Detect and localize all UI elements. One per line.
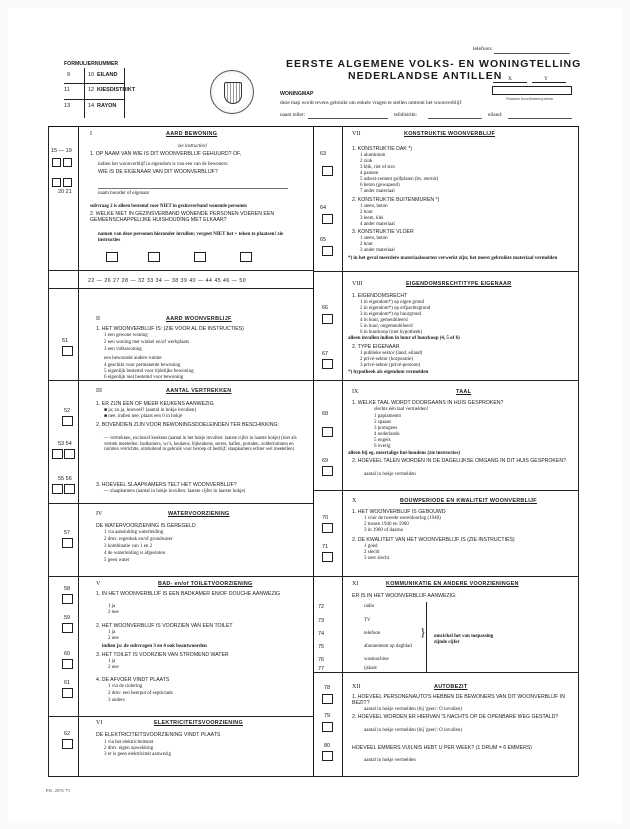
instruction-note: zie instructies! [178,144,208,149]
option: 1 steen, beton [360,236,388,241]
district-label: telldistrikt: [394,112,418,118]
answer-box[interactable] [62,739,73,749]
section-number: III [96,388,102,394]
item-label: radio [364,604,375,609]
question-note: aantal in hokje vermelden [364,758,416,763]
option: 1 goed [364,544,378,549]
row-rule [48,716,313,717]
subquestion-note: alleen bij eg. meertalige hui-houdens (zie instructies) [348,451,461,456]
option: ■ ja; zo ja, hoeveel? (aantal in hokje invullen) [104,408,197,413]
option: 1 vóór de tweede wereldoorlog (1940) [364,516,441,521]
option: 2 nee [108,610,119,615]
field-code: 78 [324,685,331,691]
option: 3 kombinatie van 1 en 2 [104,544,153,549]
plus-box[interactable] [240,252,252,262]
section-title: WATERVOORZIENING [168,511,230,517]
form-subtitle: NEDERLANDSE ANTILLEN [348,70,503,82]
answer-box[interactable] [63,178,72,187]
option: 1 ja [108,659,116,664]
option: 3 portugees [374,426,398,431]
option: 1 ja [108,630,116,635]
question: ER IS IN HET WOONVERBLIJF AANWEZIG: [352,593,457,599]
field-code: 76 [318,657,325,663]
option: 1 steen, beton [360,204,388,209]
answer-box[interactable] [322,694,333,704]
option: 5 geen water [104,558,130,563]
item-label: TV [364,618,371,623]
election-district-label: KIESDISTRIKT [97,87,136,93]
answer-box[interactable] [322,314,333,324]
option: 1 publieke sektor (land, eiland) [360,351,423,356]
field-code: 60 [64,651,71,657]
header-code: 14 [88,103,95,109]
question-note: indien het woonverblijf in eigendom is van een van de bewoners: [98,162,229,167]
name-line [98,188,288,189]
plus-box[interactable] [106,252,118,262]
circle-instruction: omcirkel het van toepassing zijnde cijfer [434,634,494,645]
header-divider [64,99,124,100]
question: 1. WELKE TAAL WORDT DOORGAANS IN HUIS GESPROKEN? [352,400,504,406]
plus-box[interactable] [148,252,160,262]
island-label: EILAND [97,72,118,78]
answer-box[interactable] [62,538,73,548]
question: 1. EIGENDOMSRECHT [352,293,408,299]
question: 2. BOVENDIEN ZIJN VOOR BEWONINGSDOELEINDEN TER BESCHIKKING: [96,422,279,428]
question: 2. DE KWALITEIT VAN HET WOONVERBLIJF IS (ZIE INSTRUCTIES) [352,537,515,543]
coord-arrow [532,82,566,83]
question: DE ELEKTRICITEITSVOORZIENING VINDT PLAATS [96,732,221,738]
section-title: AARD WOONVERBLIJF [166,316,232,322]
field-code: 69 [322,458,329,464]
field-code: 66 [322,305,329,311]
section-title: TAAL [456,389,472,395]
option: 7 ander materiaal [360,189,395,194]
option: een bewoonde andere ruimte [104,356,162,361]
footer-code: P.K. 2076 '71 [46,788,71,793]
field-code: 74 [318,631,325,637]
subquestion-note: alleen invullen indien in huur of huurkoop (4, 5 of 6) [348,336,460,341]
option: 1 papiamento [374,414,402,419]
question: 1. OP NAAM VAN WIE IS DIT WOONVERBLIJF GEHUURD? OF, [90,151,242,157]
question: 1. IN HET WOONVERBLIJF IS EEN BADKAMER EN/OF DOUCHE AANWEZIG [96,591,281,597]
question-note: aantal in hokje vermelden [364,472,416,477]
section-title: KOMMUNIKATIE EN ANDERE VOORZIENINGEN [386,581,519,587]
question: 2. HOEVEEL WORDEN ER HIERVAN 'S NACHTS OP DE OPENBARE WEG GESTALD? [352,714,559,720]
teller-label: naam teller: [280,112,306,118]
answer-box[interactable] [52,158,61,167]
option: 3 blik, riet of stro [360,165,395,170]
section-title: BAD- en/of TOILETVOORZIENING [158,581,253,587]
option: 2 hout [360,210,373,215]
question: WIE IS DE EIGENAAR VAN DIT WOONVERBLIJF? [98,169,218,175]
section-title: BOUWPERIODE EN KWALITEIT WOONVERBLIJF [400,498,537,504]
field-code: 15 — 19 [51,148,72,154]
shield-icon [224,82,242,104]
field-code: 62 [64,731,71,737]
answer-box[interactable] [322,359,333,369]
question: 2. WELKE NIET IN GEZINSVERBAND WONENDE PERSONEN VOEREN EEN GEMEENSCHAPPELIJKE HUISHOUDING MET ELKAAR? [90,211,275,224]
district-line [428,118,482,119]
option: 1 ja [108,604,116,609]
option: 2 dmv. eigen opwekking [104,746,154,751]
header-code: 11 [64,87,70,93]
phone-line [494,53,570,54]
answer-box[interactable] [64,484,75,494]
field-code: 75 [318,644,325,650]
section-title: AARD BEWONING [166,131,218,137]
bracket-icon: } [420,625,426,639]
option: 2 nee [108,636,119,641]
map-label: WONINGMAP [280,91,314,97]
left-code-divider [78,126,79,776]
field-code: 57 [64,530,71,536]
coord-boxes[interactable] [492,86,572,95]
field-code: 63 [320,151,327,157]
option: 4 nederlands [374,432,400,437]
option: 4 ander materiaal [360,222,395,227]
question: 1. HET WOONVERBLIJF IS: (ZIE VOOR AL DE INSTRUCTIES) [96,326,244,332]
answer-box[interactable] [322,214,333,224]
section-title: AANTAL VERTREKKEN [166,388,232,394]
item-divider [342,602,343,672]
island-line [508,118,572,119]
question: 1. HOEVEEL PERSONENAUTO'S HEBBEN DE BEWONERS VAN DIT WOONVERBLIJF IN BEZIT? [352,694,565,707]
option: 4 pannen [360,171,379,176]
field-code: 80 [324,743,331,749]
answer-box[interactable] [62,659,73,669]
field-code: 20 21 [58,189,72,195]
section-number: VIII [352,281,363,287]
row-rule [48,288,313,289]
question-note: — slaapkamers (aantal in hokje invullen: laatste cijfer in laatste hokje) [104,489,246,494]
field-code: 70 [322,515,329,521]
answer-box[interactable] [322,427,333,437]
header-divider [64,83,124,84]
option: 4 in huur, gemeubileerd [360,318,408,323]
section-title: KONSTRUKTIE WOONVERBLIJF [404,131,496,137]
header-code: 10 [88,72,95,78]
option: 1 aluminium [360,153,386,158]
field-code: 58 [64,586,71,592]
footnote: *) hypotheek als eigendom vermelden [348,370,429,375]
section-number: XI [352,581,359,587]
section-number: I [90,131,92,137]
right-border [578,126,579,776]
question-note: slechts één taal vermelden! [374,407,429,412]
answer-box[interactable] [62,688,73,698]
question: 2. HOEVEEL TALEN WORDEN IN DE DAGELIJKSE OMGANG IN DIT HUIS GESPROKEN? [352,458,566,464]
option: 1 via de riolering [108,684,143,689]
answer-box[interactable] [62,416,73,426]
option: 6 eigenlijk niet bestemd voor bewoning [104,375,184,380]
question: 1. KONSTRUKTIE DAK *) [352,146,412,152]
answer-box[interactable] [322,166,333,176]
row-rule [313,490,578,491]
center-divider [313,126,314,776]
field-label: naam huurder of eigenaar [98,191,150,196]
field-code: 64 [320,205,327,211]
option: ■ nee; indien nee: plaats een 0 in hokje [104,414,183,419]
question-note: aantal in hokje vermelden (bij 'geen': O invullen) [364,707,463,712]
row-rule [48,503,313,504]
section-number: IX [352,389,359,395]
question: 2. HET WOONVERBLIJF IS VOORZIEN VAN EEN TOILET [96,623,233,629]
left-border [48,126,49,776]
row-rule [48,576,313,577]
coord-y: Y [544,76,548,82]
option: 4 de waterleiding is afgesloten [104,551,166,556]
option: 2 hout [360,242,373,247]
option: 4 geschikt voor permanente bewoning [104,363,181,368]
header-code: 12 [88,87,95,93]
header-divider [84,68,85,118]
section-title: AUTOBEZIT [434,684,468,690]
phone-label: telefoon: [473,46,493,52]
option: 2 slecht [364,550,380,555]
option: 3 ander materiaal [360,248,395,253]
census-form [8,8,622,823]
question: HOEVEEL EMMERS VUILNIS HEBT U PER WEEK? (1 DRUM = 6 EMMERS) [352,745,533,751]
option: 2 in eigendom*) op erfpachtsgrond [360,306,431,311]
section-title: ELEKTRICITEITSVOORZIENING [154,720,243,726]
field-code: 79 [324,713,331,719]
form-number-label: FORMULIERNUMMER [64,61,119,67]
option: 2 dmv. regenbak en/of grondwater [104,537,173,542]
answer-box[interactable] [64,449,75,459]
answer-box[interactable] [62,346,73,356]
row-rule [313,380,578,381]
header-code: 9 [67,72,71,78]
option: 6 in huurkoop (niet hypotheek) [360,330,423,335]
field-code: 55 56 [58,476,72,482]
answer-box[interactable] [62,623,73,633]
option: 5 engels [374,438,391,443]
item-divider [426,602,427,672]
option: 3 zeer slecht [364,556,389,561]
section-number: VI [96,720,103,726]
question: 1. HET WOONVERBLIJF IS GEBOUWD [352,509,446,515]
subquestion-note: subvraag 2 is alleen bestemd voor NIET in gezinsverband wonende personen [90,204,247,209]
field-code: 65 [320,237,327,243]
option: 1 in eigendom*) op eigen grond [360,300,425,305]
item-label: ijskast [364,666,377,671]
option: 3 leem, klei [360,216,384,221]
coord-arrow [493,82,527,83]
field-code: 71 [322,544,329,550]
question: 3. HOEVEEL SLAAPKAMERS TELT HET WOONVERBLIJF? [96,482,237,488]
item-label: abonnement op dagblad [364,644,412,649]
section-number: VII [352,131,361,137]
right-code-divider [342,126,343,776]
field-code: 67 [322,351,329,357]
row-rule [313,672,578,673]
field-code: 61 [64,680,71,686]
section-number: IV [96,511,103,517]
coord-x: X [508,76,512,82]
option: 2 privé-sektor (korporatie) [360,357,414,362]
option: 3 een volkswoning [104,347,142,352]
field-code: 77 [318,666,325,672]
question-note: aantal in hokje vermelden (bij 'geen': O invullen) [364,728,463,733]
option: 5 in huur, ongemeubileerd [360,324,413,329]
field-code: 52 [64,408,71,414]
answer-box[interactable] [322,466,333,476]
item-label: wasmachine [364,657,389,662]
answer-box[interactable] [52,178,61,187]
answer-box[interactable] [62,594,73,604]
option: 3 in 1960 of daarna [364,528,403,533]
question-note: namen van deze personen hieronder invullen; vergeet NIET het + teken te plaatsen! zie instructies [98,232,284,243]
option: 2 zink [360,159,373,164]
option: 1 via het elektriciteitsnet [104,740,154,745]
answer-box[interactable] [322,751,333,761]
coat-of-arms-seal [210,70,254,114]
option: 3 anders [108,698,125,703]
header-divider [124,68,125,118]
header-code: 13 [64,103,71,109]
footnote: *) in het geval meerdere materiaalsoorten verwerkt zijn; het meest gebruikte materiaal vermelden [348,256,558,261]
field-code: 53 54 [58,441,72,447]
section-number: X [352,498,357,504]
teller-line [308,118,388,119]
option: 2 een woning met winkel en/of werkplaats [104,340,189,345]
section-number: II [96,316,100,322]
option: 6 beton (gewapend) [360,183,400,188]
answer-box[interactable] [52,484,63,494]
option: 5 asbest-cement golfplaten (bv. eternit) [360,177,439,182]
rayon-label: RAYON [97,103,117,109]
field-code: 68 [322,411,329,417]
section-number: XII [352,684,361,690]
question: 4. DE AFVOER VINDT PLAATS [96,677,170,683]
field-code: 59 [64,615,71,621]
coord-caption: Nummer koordinatensysteem [506,96,554,101]
plus-box[interactable] [194,252,206,262]
option: 2 spaans [374,420,392,425]
option: 2 dmv. een beerput of septictank [108,691,173,696]
option: 1 via aansluiting waterleiding [104,530,164,535]
question: 1. ER ZIJN EEN OF MEER KEUKENS AANWEZIG [96,401,214,407]
answer-box[interactable] [63,158,72,167]
row-rule [313,576,578,577]
option: 6 overig [374,444,391,449]
option: 3 in eigendom*) op huurgrond [360,312,422,317]
question-note: — vertrekken, exclusief keukens (aantal in het hokje invullen: laatste cijfer in laatste hokje) (niet als vertrek meetellen: badkamers, wc's, keukens, bijkeukens, serres, hallen, portalen, zolderruimten en ruimten verrichtte, uitsluitend in gebruik voor beroep of bedrijf; slaapkamers echter wel meetellen) [104,436,297,453]
code-strip: 22 — 26 27 28 — 32 33 34 — 38 39 40 — 44 45 46 — 50 [88,278,247,284]
answer-box[interactable] [322,246,333,256]
question: 3. HET TOILET IS VOORZIEN VAN STROMEND WATER [96,652,229,658]
option: 3 privé-sektor (privé-persoon) [360,363,421,368]
field-code: 72 [318,604,325,610]
option: 5 eigenlijk bestemd voor tijdelijke bewoning [104,369,194,374]
island-field-label: eiland: [488,112,503,118]
option: 1 een gewone woning [104,333,148,338]
question: 2. TYPE EIGENAAR [352,344,400,350]
section-title: EIGENDOMSRECHT/TYPE EIGENAAR [406,281,512,287]
row-rule [313,271,578,272]
question: 3. KONSTRUKTIE VLOER [352,229,414,235]
question: DE WATERVOORZIENING IS GEREGELD [96,523,196,529]
form-title: EERSTE ALGEMENE VOLKS- EN WONINGTELLING [286,58,582,70]
bottom-rule [48,776,578,777]
option: 3 er is geen elektriciteit aanwezig [104,752,172,757]
option: 2 nee [108,665,119,670]
section-number: V [96,581,101,587]
map-description: deze map wordt tevens gebruikt om enkele vragen te stellen omtrent het woonverblijf [280,100,462,106]
field-code: 51 [62,338,69,344]
answer-box[interactable] [52,449,63,459]
answer-box[interactable] [322,523,333,533]
row-rule [48,270,313,271]
subquestion-note: indien ja: de subvragen 3 en 4 ook beantwoorden [102,644,207,649]
question: 2. KONSTRUKTIE BUITENMUREN *) [352,197,440,203]
field-code: 73 [318,618,325,624]
answer-box[interactable] [322,552,333,562]
item-label: telefoon [364,631,381,636]
option: 2 tussen 1940 en 1960 [364,522,409,527]
answer-box[interactable] [322,722,333,732]
